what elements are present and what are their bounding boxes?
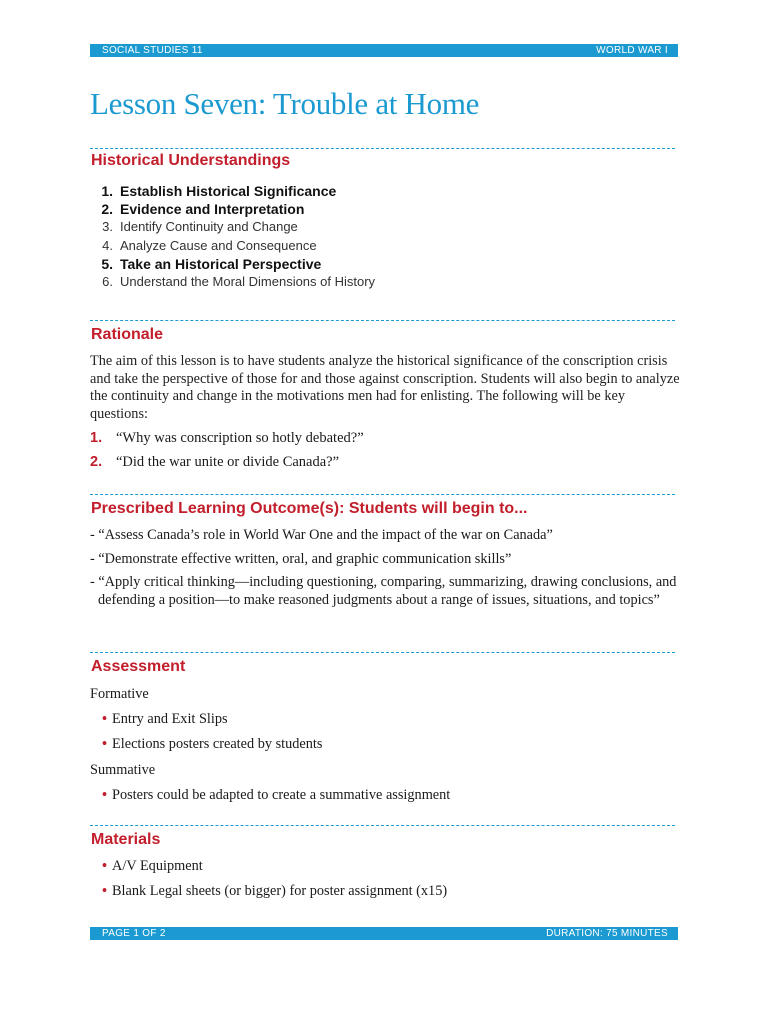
page-number: PAGE 1 OF 2 [102,928,166,939]
bullet-icon: • [102,736,108,752]
rationale-paragraph: The aim of this lesson is to have students analyze the historical significance of the conscription crisis and take the perspective of those for and those against conscription. Students will also begin to analyze the continuity and change in the motivations men had for enlisting. The following will be key questions: [90,353,680,422]
divider [90,148,675,149]
list-item: • Blank Legal sheets (or bigger) for poster assignment (x15) [102,883,448,899]
rationale-heading: Rationale [91,326,164,343]
bullet-icon: • [102,883,108,899]
divider [90,320,675,321]
list-item: - “Apply critical thinking—including questioning, comparing, summarizing, drawing conclusions, and defending a position—to make reasoned judgments about a range of issues, situations, and topics” [90,574,677,608]
summative-label: Summative [90,762,156,778]
list-item: 5. Take an Historical Perspective [101,255,322,272]
materials-heading: Materials [91,831,161,848]
list-item: - “Assess Canada’s role in World War One and the impact of the war on Canada” [90,527,553,543]
bullet-icon: • [102,711,108,727]
duration: DURATION: 75 MINUTES [546,928,668,939]
key-questions-list [90,430,364,478]
header-bar [90,44,678,57]
list-item: 4. Analyze Cause and Consequence [102,237,317,253]
formative-label: Formative [90,686,149,702]
list-item: • Posters could be adapted to create a summative assignment [102,787,451,803]
list-item: 2. “Did the war unite or divide Canada?” [90,454,340,470]
plo-list [90,527,682,615]
list-item: 2. Evidence and Interpretation [101,201,305,218]
header-course: SOCIAL STUDIES 11 [102,45,203,56]
footer-bar [90,927,678,940]
bullet-icon: • [102,787,108,803]
materials-list [102,858,447,908]
plo-heading: Prescribed Learning Outcome(s): Students will begin to... [91,500,528,517]
divider [90,494,675,495]
historical-understandings-heading: Historical Understandings [91,152,291,169]
list-item: 3. Identify Continuity and Change [102,219,298,235]
list-item: 6. Understand the Moral Dimensions of History [102,274,376,290]
list-item: • A/V Equipment [102,858,203,874]
divider [90,825,675,826]
summative-list [102,787,450,812]
list-item: • Elections posters created by students [102,736,323,752]
formative-list [102,711,322,761]
list-item: - “Demonstrate effective written, oral, and graphic communication skills” [90,550,512,567]
historical-understandings-list [91,182,375,291]
bullet-icon: • [102,858,108,874]
divider [90,652,675,653]
header-unit: WORLD WAR I [596,45,668,56]
list-item: 1. “Why was conscription so hotly debated?” [90,430,364,446]
assessment-heading: Assessment [91,658,186,675]
list-item: 1. Establish Historical Significance [101,183,337,199]
page-title: Lesson Seven: Trouble at Home [90,86,480,121]
list-item: • Entry and Exit Slips [102,711,228,727]
